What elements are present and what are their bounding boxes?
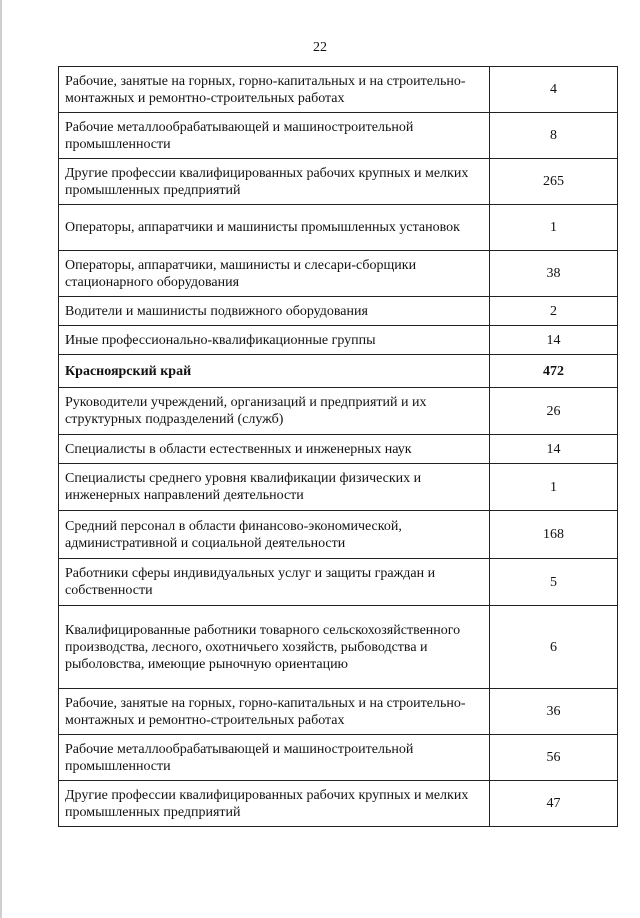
occupation-count: 14 bbox=[490, 326, 618, 355]
occupation-label: Красноярский край bbox=[59, 355, 490, 388]
occupation-label: Специалисты среднего уровня квалификации физических и инженерных направлений деятельности bbox=[59, 464, 490, 511]
occupation-label: Другие профессии квалифицированных рабочих крупных и мелких промышленных предприятий bbox=[59, 159, 490, 205]
table-row bbox=[59, 113, 618, 159]
occupation-label: Рабочие, занятые на горных, горно-капитальных и на строительно-монтажных и ремонтно-строительных работах bbox=[59, 67, 490, 113]
table-row bbox=[59, 464, 618, 511]
occupation-label: Рабочие металлообрабатывающей и машиностроительной промышленности bbox=[59, 735, 490, 781]
scan-edge bbox=[0, 0, 2, 918]
occupation-count: 265 bbox=[490, 159, 618, 205]
occupation-count: 26 bbox=[490, 388, 618, 435]
occupation-label: Иные профессионально-квалификационные группы bbox=[59, 326, 490, 355]
occupation-count: 8 bbox=[490, 113, 618, 159]
table-row bbox=[59, 326, 618, 355]
occupation-count: 4 bbox=[490, 67, 618, 113]
occupation-count: 1 bbox=[490, 464, 618, 511]
occupation-count: 14 bbox=[490, 435, 618, 464]
occupation-count: 36 bbox=[490, 689, 618, 735]
table-row bbox=[59, 735, 618, 781]
occupation-label: Средний персонал в области финансово-экономической, административной и социальной деятельности bbox=[59, 511, 490, 559]
table-row bbox=[59, 205, 618, 251]
occupation-count: 56 bbox=[490, 735, 618, 781]
table-row bbox=[59, 297, 618, 326]
region-row bbox=[59, 355, 618, 388]
occupation-count: 1 bbox=[490, 205, 618, 251]
occupation-label: Другие профессии квалифицированных рабочих крупных и мелких промышленных предприятий bbox=[59, 781, 490, 827]
occupation-count: 2 bbox=[490, 297, 618, 326]
occupation-count: 5 bbox=[490, 559, 618, 606]
occupation-label: Рабочие металлообрабатывающей и машиностроительной промышленности bbox=[59, 113, 490, 159]
table-row bbox=[59, 689, 618, 735]
page-number: 22 bbox=[313, 40, 327, 55]
occupation-count: 6 bbox=[490, 606, 618, 689]
table-row bbox=[59, 159, 618, 205]
table-row bbox=[59, 606, 618, 689]
occupation-label: Операторы, аппаратчики, машинисты и слесари-сборщики стационарного оборудования bbox=[59, 251, 490, 297]
occupation-label: Квалифицированные работники товарного сельскохозяйственного производства, лесного, охотничьего хозяйств, рыбоводства и рыболовства, имеющие рыночную ориентацию bbox=[59, 606, 490, 689]
occupation-count: 472 bbox=[490, 355, 618, 388]
table-row bbox=[59, 559, 618, 606]
table-row bbox=[59, 781, 618, 827]
occupation-count: 168 bbox=[490, 511, 618, 559]
occupation-label: Рабочие, занятые на горных, горно-капитальных и на строительно-монтажных и ремонтно-строительных работах bbox=[59, 689, 490, 735]
occupation-label: Специалисты в области естественных и инженерных наук bbox=[59, 435, 490, 464]
occupation-label: Водители и машинисты подвижного оборудования bbox=[59, 297, 490, 326]
table-body bbox=[59, 67, 618, 827]
occupation-count: 47 bbox=[490, 781, 618, 827]
occupation-label: Работники сферы индивидуальных услуг и защиты граждан и собственности bbox=[59, 559, 490, 606]
occupation-label: Операторы, аппаратчики и машинисты промышленных установок bbox=[59, 205, 490, 251]
table-row bbox=[59, 511, 618, 559]
occupation-table bbox=[58, 66, 618, 827]
table-row bbox=[59, 388, 618, 435]
occupation-count: 38 bbox=[490, 251, 618, 297]
table-row bbox=[59, 251, 618, 297]
occupation-label: Руководители учреждений, организаций и предприятий и их структурных подразделений (служб) bbox=[59, 388, 490, 435]
table-row bbox=[59, 67, 618, 113]
table-row bbox=[59, 435, 618, 464]
